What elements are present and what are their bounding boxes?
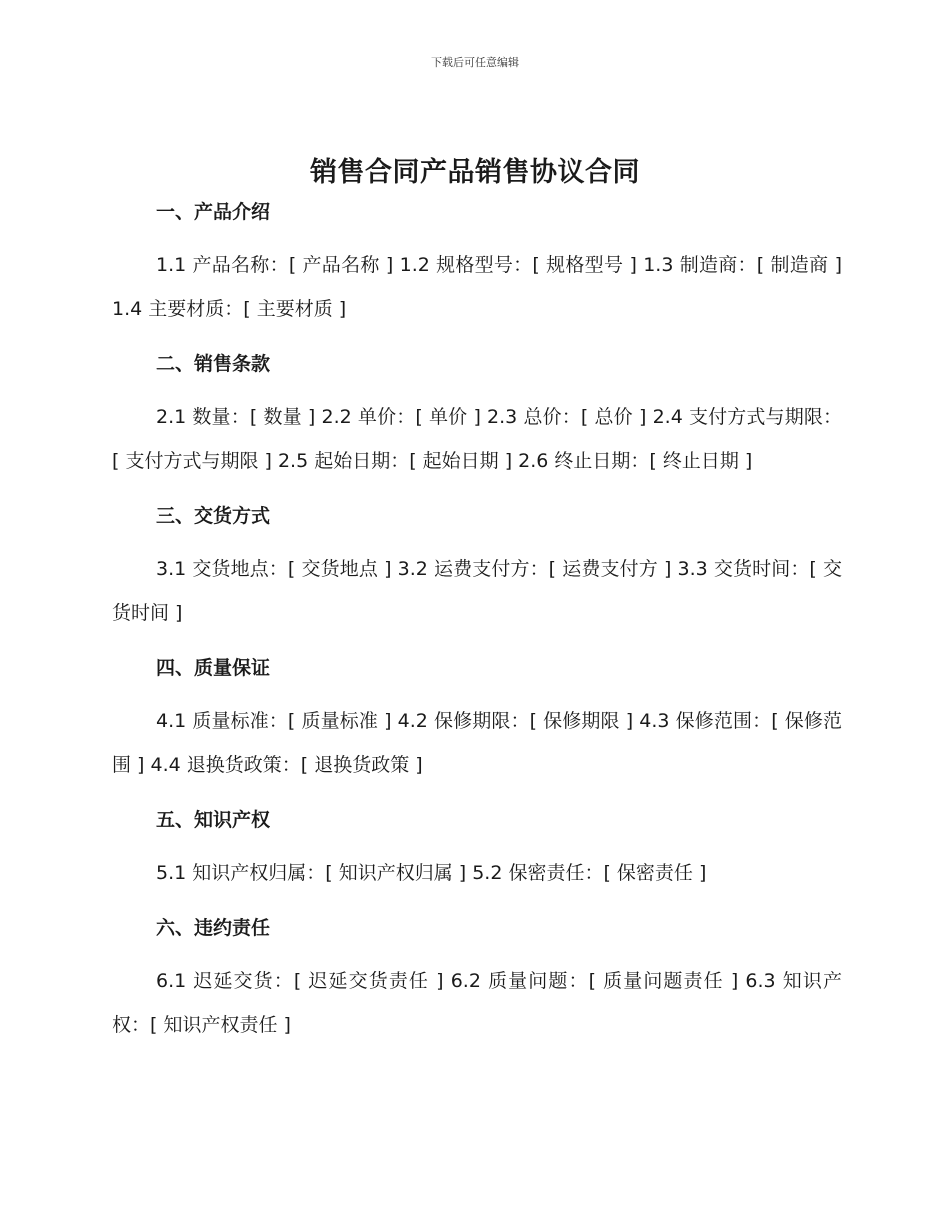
section-heading: 二、销售条款 — [156, 353, 271, 375]
section-heading: 六、违约责任 — [156, 917, 271, 939]
section-paragraph: 6.1 迟延交货：[ 迟延交货责任 ] 6.2 质量问题：[ 质量问题责任 ] 6.3 知识产权：[ 知识产权责任 ] — [112, 970, 842, 1036]
section-paragraph: 2.1 数量：[ 数量 ] 2.2 单价：[ 单价 ] 2.3 总价：[ 总价 ] 2.4 支付方式与期限：[ 支付方式与期限 ] 2.5 起始日期：[ 起始日期 ] 2.6 终止日期：[ 终止日期 ] — [112, 406, 842, 472]
section-paragraph: 4.1 质量标准：[ 质量标准 ] 4.2 保修期限：[ 保修期限 ] 4.3 保修范围：[ 保修范围 ] 4.4 退换货政策：[ 退换货政策 ] — [112, 710, 842, 776]
header-note: 下载后可任意编辑 — [431, 56, 519, 69]
section-heading: 五、知识产权 — [156, 809, 271, 831]
section-delivery — [112, 502, 842, 635]
section-heading: 三、交货方式 — [156, 505, 271, 527]
section-paragraph: 1.1 产品名称：[ 产品名称 ] 1.2 规格型号：[ 规格型号 ] 1.3 制造商：[ 制造商 ] 1.4 主要材质：[ 主要材质 ] — [112, 254, 842, 320]
section-heading: 一、产品介绍 — [156, 201, 271, 223]
section-paragraph: 5.1 知识产权归属：[ 知识产权归属 ] 5.2 保密责任：[ 保密责任 ] — [156, 862, 707, 884]
document-title: 销售合同产品销售协议合同 — [310, 157, 640, 188]
document-body — [112, 198, 842, 1066]
section-paragraph: 3.1 交货地点：[ 交货地点 ] 3.2 运费支付方：[ 运费支付方 ] 3.3 交货时间：[ 交货时间 ] — [112, 558, 842, 624]
section-sales-terms — [112, 350, 842, 483]
section-heading: 四、质量保证 — [156, 657, 271, 679]
section-intellectual-property — [112, 806, 842, 895]
section-product-intro — [112, 198, 842, 331]
section-quality-guarantee — [112, 654, 842, 787]
section-breach-liability — [112, 914, 842, 1047]
